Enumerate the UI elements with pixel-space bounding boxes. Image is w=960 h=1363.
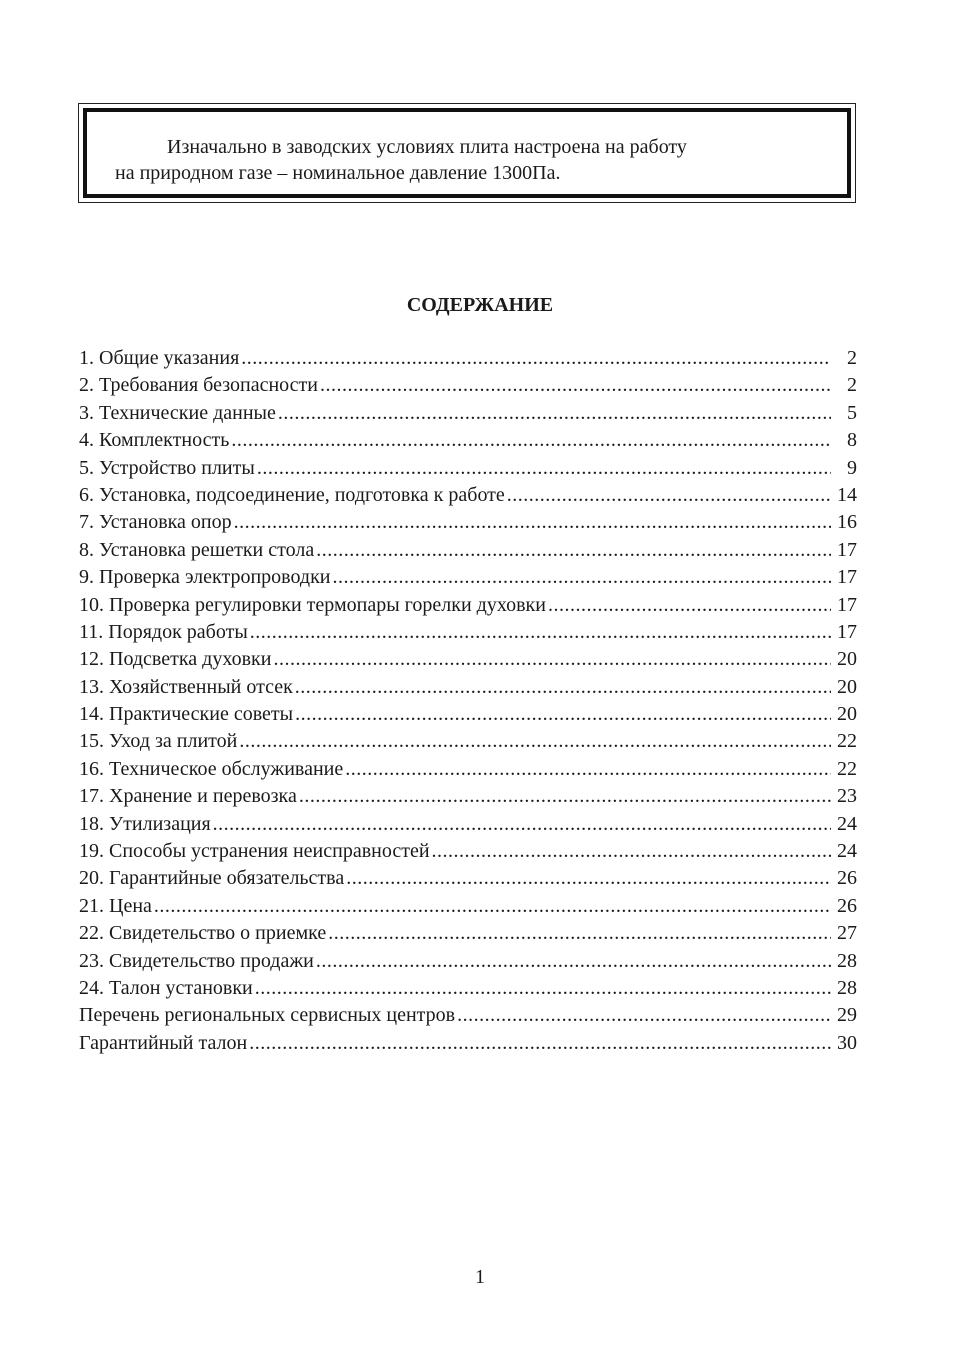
toc-entry-page: 20 <box>837 703 857 726</box>
toc-entry-leader-dots <box>432 838 831 865</box>
toc-entry-leader-dots <box>316 948 831 975</box>
toc-entry-title: 22. Свидетельство о приемке <box>79 922 327 945</box>
toc-entry-leader-dots <box>320 372 831 399</box>
toc-entry-title: Перечень региональных сервисных центров <box>79 1004 456 1027</box>
toc-entry-title: 8. Установка решетки стола <box>79 538 315 561</box>
toc-entry-page: 17 <box>837 538 857 561</box>
toc-entry-page: 30 <box>837 1031 857 1054</box>
toc-entry-title: 11. Порядок работы <box>79 620 248 643</box>
toc-entry-title: 18. Утилизация <box>79 812 211 835</box>
notice-text-line-1: Изначально в заводских условиях плита настроена на работу <box>167 136 687 158</box>
toc-entry <box>79 838 857 865</box>
toc-entry-title: 23. Свидетельство продажи <box>79 949 314 972</box>
toc-entry-page: 20 <box>837 648 857 671</box>
toc-entry-page: 2 <box>847 347 857 369</box>
toc-entry-page: 26 <box>837 894 857 917</box>
notice-box-inner-frame <box>83 108 851 198</box>
toc-entry <box>79 619 857 646</box>
toc-entry-leader-dots <box>346 865 831 892</box>
toc-entry <box>79 948 857 975</box>
toc-entry <box>79 728 857 755</box>
toc-entry-page: 24 <box>837 840 857 863</box>
toc-entry-title: 13. Хозяйственный отсек <box>79 675 293 698</box>
toc-entry <box>79 372 857 399</box>
toc-entry <box>79 400 857 427</box>
toc-entry-title: 19. Способы устранения неисправностей <box>79 840 430 863</box>
toc-entry-leader-dots <box>299 783 831 810</box>
toc-entry-page: 22 <box>837 757 857 780</box>
toc-entry <box>79 756 857 783</box>
toc-entry-title: 7. Установка опор <box>79 511 232 534</box>
toc-entry-title: 2. Требования безопасности <box>79 374 318 397</box>
toc-entry-page: 5 <box>847 401 857 424</box>
toc-entry-page: 14 <box>837 483 857 506</box>
toc-entry-leader-dots <box>548 592 831 619</box>
toc-entry-title: 1. Общие указания <box>79 347 240 369</box>
toc-entry-leader-dots <box>239 728 831 755</box>
toc-entry-leader-dots <box>328 920 831 947</box>
toc-entry-leader-dots <box>295 701 831 728</box>
toc-entry-leader-dots <box>316 537 831 564</box>
toc-entry-title: 16. Техническое обслуживание <box>79 757 344 780</box>
toc-entry <box>79 811 857 838</box>
toc-entry <box>79 345 857 372</box>
toc-entry <box>79 893 857 920</box>
toc-entry <box>79 865 857 892</box>
toc-entry-title: 15. Уход за плитой <box>79 730 238 753</box>
toc-entry-page: 23 <box>837 785 857 808</box>
toc-entry-leader-dots <box>278 400 831 427</box>
toc-entry-page: 17 <box>837 593 857 616</box>
toc-entry <box>79 701 857 728</box>
toc-entry-leader-dots <box>273 646 831 673</box>
toc-entry-title: 5. Устройство плиты <box>79 456 255 479</box>
toc-entry <box>79 509 857 536</box>
toc-entry-leader-dots <box>250 619 831 646</box>
toc-entry <box>79 920 857 947</box>
toc-entry <box>79 783 857 810</box>
toc-entry <box>79 564 857 591</box>
toc-entry-title: 9. Проверка электропроводки <box>79 566 331 589</box>
toc-entry-page: 24 <box>837 812 857 835</box>
toc-entry-leader-dots <box>345 756 831 783</box>
toc-entry <box>79 455 857 482</box>
toc-entry <box>79 674 857 701</box>
toc-entry-page: 22 <box>837 730 857 753</box>
toc-entry-leader-dots <box>457 1002 831 1029</box>
page-number: 1 <box>475 1266 485 1288</box>
toc-entry-leader-dots <box>154 893 831 920</box>
toc-entry-page: 9 <box>847 456 857 479</box>
toc-entry-page: 8 <box>847 429 857 452</box>
toc-entry-title: 14. Практические советы <box>79 703 294 726</box>
toc-entry-leader-dots <box>249 1030 831 1057</box>
toc-list <box>79 345 857 1057</box>
toc-entry-page: 20 <box>837 675 857 698</box>
toc-entry-page: 17 <box>837 620 857 643</box>
toc-entry <box>79 1030 857 1057</box>
toc-entry-title: 24. Талон установки <box>79 976 253 999</box>
notice-box <box>78 103 856 203</box>
toc-entry-page: 2 <box>847 374 857 397</box>
toc-entry-leader-dots <box>332 564 831 591</box>
toc-entry-title: 21. Цена <box>79 894 152 917</box>
toc-entry-title: Гарантийный талон <box>79 1031 248 1054</box>
toc-entry-page: 17 <box>837 566 857 589</box>
toc-entry-title: 10. Проверка регулировки термопары горелки духовки <box>79 593 546 616</box>
toc-entry-page: 27 <box>837 922 857 945</box>
toc-entry-leader-dots <box>257 455 831 482</box>
toc-entry-page: 29 <box>837 1004 857 1027</box>
toc-entry-title: 4. Комплектность <box>79 429 230 452</box>
toc-heading: СОДЕРЖАНИЕ <box>406 294 554 316</box>
toc-entry-page: 28 <box>837 949 857 972</box>
toc-entry <box>79 537 857 564</box>
toc-entry <box>79 427 857 454</box>
toc-entry-page: 26 <box>837 867 857 890</box>
toc-entry <box>79 646 857 673</box>
toc-entry <box>79 1002 857 1029</box>
toc-entry-title: 6. Установка, подсоединение, подготовка к работе <box>79 483 505 506</box>
toc-entry-leader-dots <box>507 482 831 509</box>
toc-entry-title: 3. Технические данные <box>79 401 276 424</box>
toc-entry-leader-dots <box>234 509 831 536</box>
toc-entry-title: 20. Гарантийные обязательства <box>79 867 345 890</box>
toc-entry-leader-dots <box>213 811 831 838</box>
toc-entry-page: 16 <box>837 511 857 534</box>
toc-entry-leader-dots <box>231 427 831 454</box>
toc-entry <box>79 482 857 509</box>
notice-text-line-2: на природном газе – номинальное давление 1300Па. <box>115 162 561 184</box>
toc-entry-page: 28 <box>837 976 857 999</box>
toc-entry-leader-dots <box>241 345 831 372</box>
toc-entry <box>79 592 857 619</box>
toc-entry-title: 12. Подсветка духовки <box>79 648 272 671</box>
toc-entry-title: 17. Хранение и перевозка <box>79 785 297 808</box>
toc-entry <box>79 975 857 1002</box>
toc-entry-leader-dots <box>255 975 831 1002</box>
toc-entry-leader-dots <box>295 674 831 701</box>
